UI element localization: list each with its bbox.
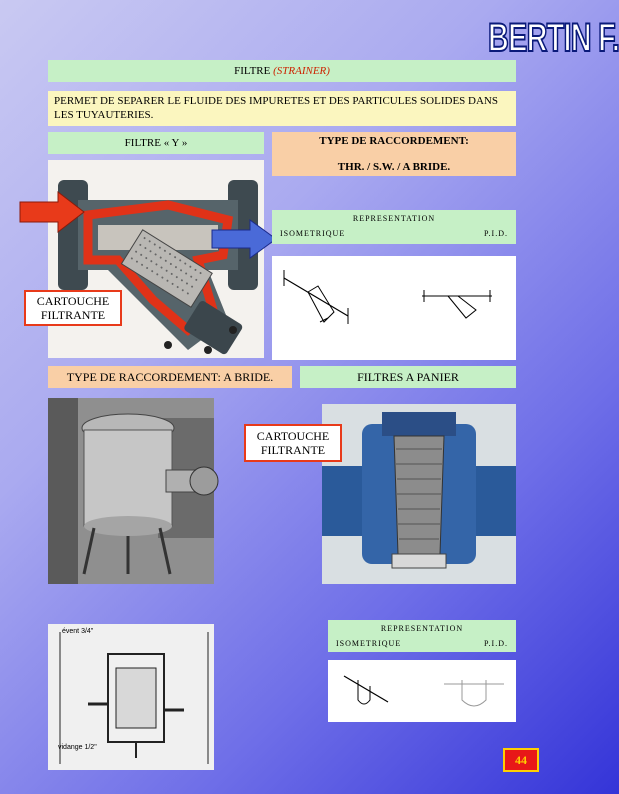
connection-title: TYPE DE RACCORDEMENT:: [319, 135, 469, 147]
rep-title-2: REPRESENTATION: [380, 624, 464, 633]
vent-label: évent 3/4": [62, 628, 94, 635]
rep-iso-label-1: ISOMETRIQUE: [280, 229, 346, 238]
basket-filter-photo: [322, 404, 516, 584]
connection-value: THR. / S.W. / A BRIDE.: [337, 161, 451, 173]
page-title: [48, 60, 516, 82]
flow-in-arrow-icon: [20, 192, 84, 232]
technical-drawing: [48, 624, 214, 770]
brand-logo: BERTIN F.: [488, 16, 619, 60]
rep-title-1: REPRESENTATION: [352, 214, 436, 223]
title-main: FILTRE: [234, 65, 271, 77]
filter-y-label: FILTRE « Y »: [48, 132, 264, 154]
cartridge-label-2: CARTOUCHE FILTRANTE: [244, 424, 342, 462]
rep-pid-label-2: P.I.D.: [483, 639, 508, 648]
y-filter-photo: [48, 160, 264, 358]
industrial-filter-photo: [48, 398, 214, 584]
title-accent: (STRAINER): [273, 65, 330, 77]
representation-drawings-1: [272, 256, 516, 360]
representation-drawings-2: [328, 660, 516, 722]
basket-filter-label: FILTRES A PANIER: [300, 366, 516, 388]
drain-label: vidange 1/2": [58, 744, 97, 751]
flow-out-arrow-icon: [212, 220, 276, 258]
rep-iso-label-2: ISOMETRIQUE: [336, 639, 402, 648]
page-number: 44: [503, 748, 539, 772]
flanged-connection-label: TYPE DE RACCORDEMENT: A BRIDE.: [48, 366, 292, 388]
connection-type-box: [272, 132, 516, 176]
representation-header-2: [328, 620, 516, 652]
rep-pid-label-1: P.I.D.: [483, 229, 508, 238]
description-box: PERMET DE SEPARER LE FLUIDE DES IMPURETES ET DES PARTICULES SOLIDES DANS LES TUYAUTERIES.: [48, 91, 516, 126]
representation-header-1: [272, 210, 516, 244]
cartridge-label-1: CARTOUCHE FILTRANTE: [24, 290, 122, 326]
